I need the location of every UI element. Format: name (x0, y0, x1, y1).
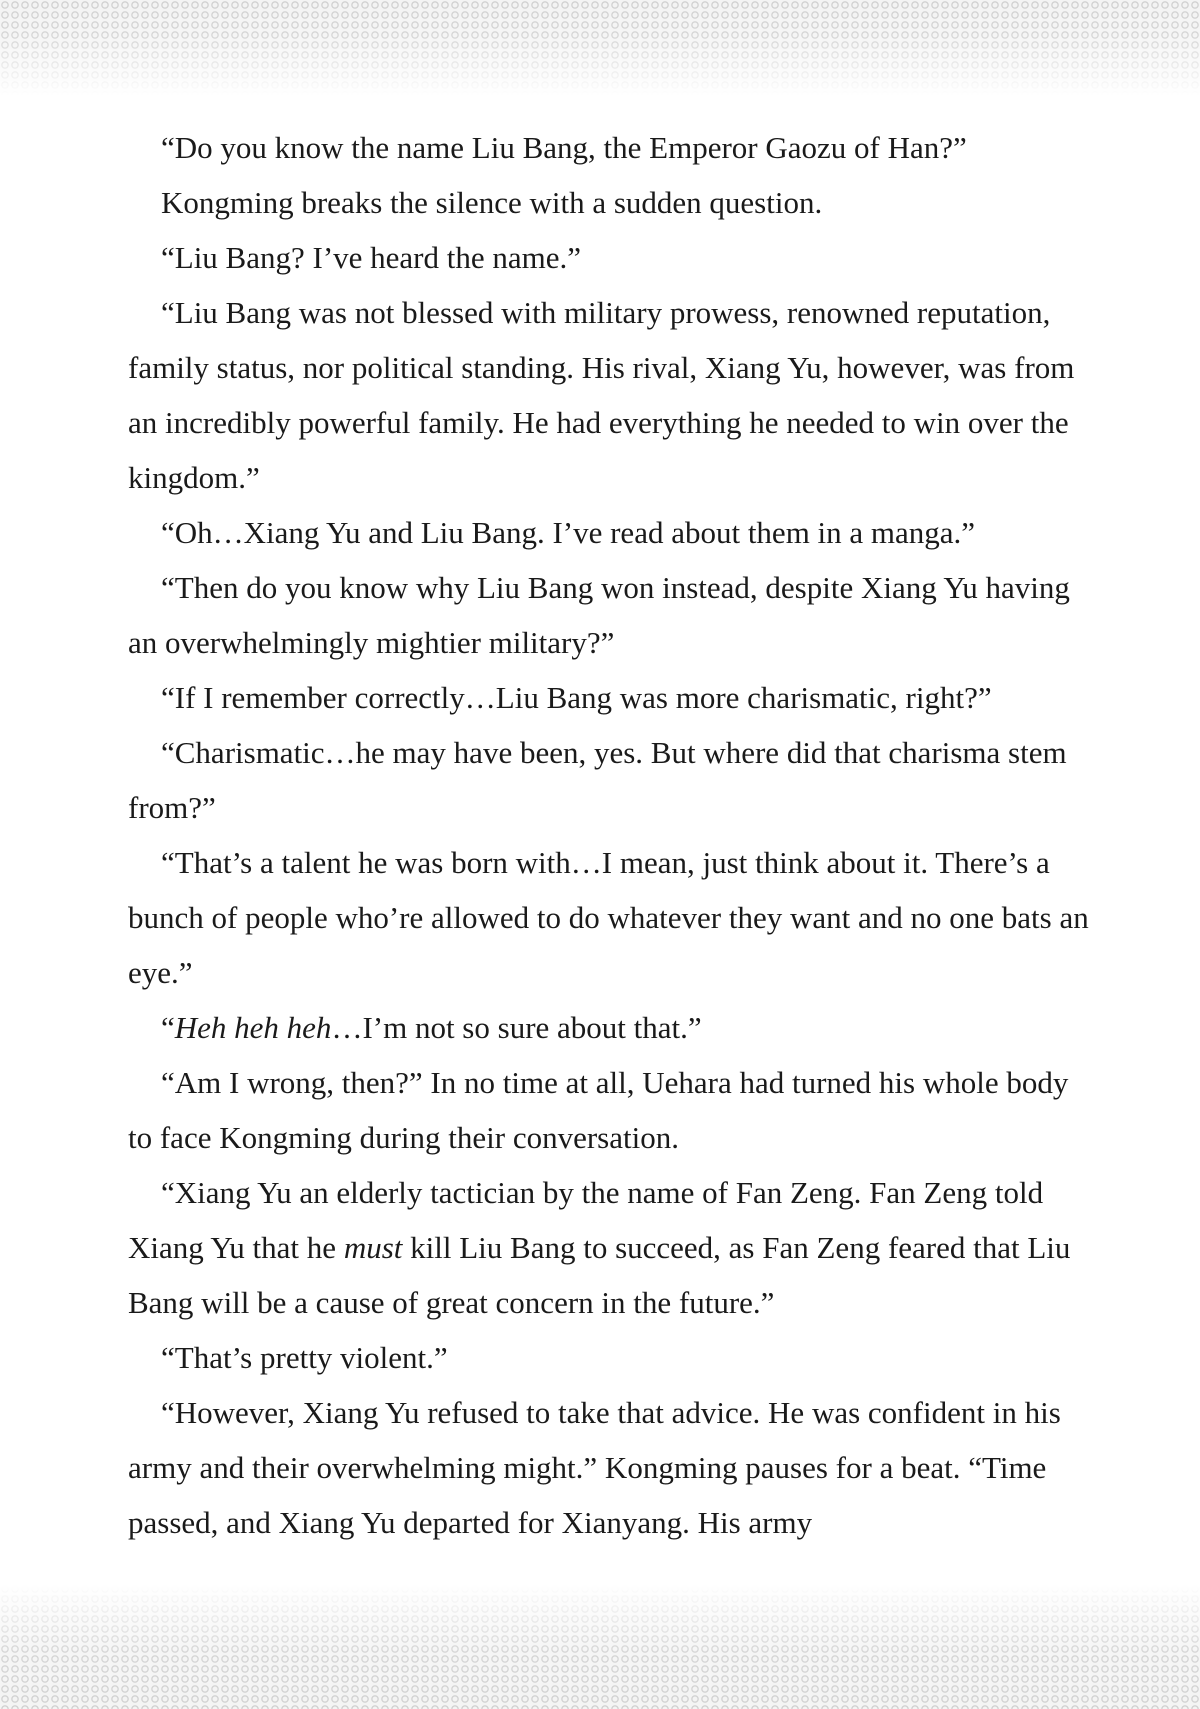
italic-text: Heh heh heh (174, 1010, 332, 1045)
paragraph (128, 230, 1100, 285)
text-run: …I’m not so sure about that.” (331, 1010, 702, 1045)
text-run: “That’s a talent he was born with…I mean, just think about it. There’s a bunch of people who’re allowed to do whatever they want and no one bats an eye.” (128, 845, 1089, 990)
text-run: “Oh…Xiang Yu and Liu Bang. I’ve read about them in a manga.” (161, 515, 976, 550)
text-run: “Do you know the name Liu Bang, the Emperor Gaozu of Han?” (161, 130, 967, 165)
text-run: “However, Xiang Yu refused to take that advice. He was confident in his army and their overwhelming might.” Kongming pauses for a beat. “Time passed, and Xiang Yu departed for Xianyang. His army (128, 1395, 1061, 1540)
text-run: “That’s pretty violent.” (161, 1340, 448, 1375)
text-run: “If I remember correctly…Liu Bang was more charismatic, right?” (161, 680, 992, 715)
text-run: “Xiang Yu an elderly tactician by the name of Fan Zeng. Fan Zeng told Xiang Yu that he (128, 1175, 1044, 1265)
text-run: “Then do you know why Liu Bang won instead, despite Xiang Yu having an overwhelmingly mightier military?” (128, 570, 1070, 660)
text-run: “Liu Bang? I’ve heard the name.” (161, 240, 582, 275)
paragraph (128, 1165, 1100, 1330)
text-run: kill Liu Bang to succeed, as Fan Zeng feared that Liu Bang will be a cause of great concern in the future.” (128, 1230, 1071, 1320)
text-run: “Am I wrong, then?” In no time at all, Uehara had turned his whole body to face Kongming during their conversation. (128, 1065, 1069, 1155)
page-body (128, 120, 1100, 1550)
paragraph (128, 835, 1100, 1000)
paragraph (128, 175, 1100, 230)
italic-text: must (343, 1230, 403, 1265)
paragraph (128, 670, 1100, 725)
text-run: “Charismatic…he may have been, yes. But where did that charisma stem from?” (128, 735, 1067, 825)
paragraph (128, 1000, 1100, 1055)
paragraph (128, 1330, 1100, 1385)
decorative-border-bottom (0, 1584, 1200, 1709)
decorative-border-top (0, 0, 1200, 96)
text-run: “Liu Bang was not blessed with military prowess, renowned reputation, family status, nor political standing. His rival, Xiang Yu, however, was from an incredibly powerful family. He had everything he needed to win over the kingdom.” (128, 295, 1075, 495)
paragraph (128, 120, 1100, 175)
paragraph (128, 1385, 1100, 1550)
paragraph (128, 505, 1100, 560)
paragraph (128, 285, 1100, 505)
paragraph (128, 1055, 1100, 1165)
paragraph (128, 725, 1100, 835)
text-run: “ (161, 1010, 175, 1045)
text-run: Kongming breaks the silence with a sudden question. (161, 185, 823, 220)
paragraph (128, 560, 1100, 670)
